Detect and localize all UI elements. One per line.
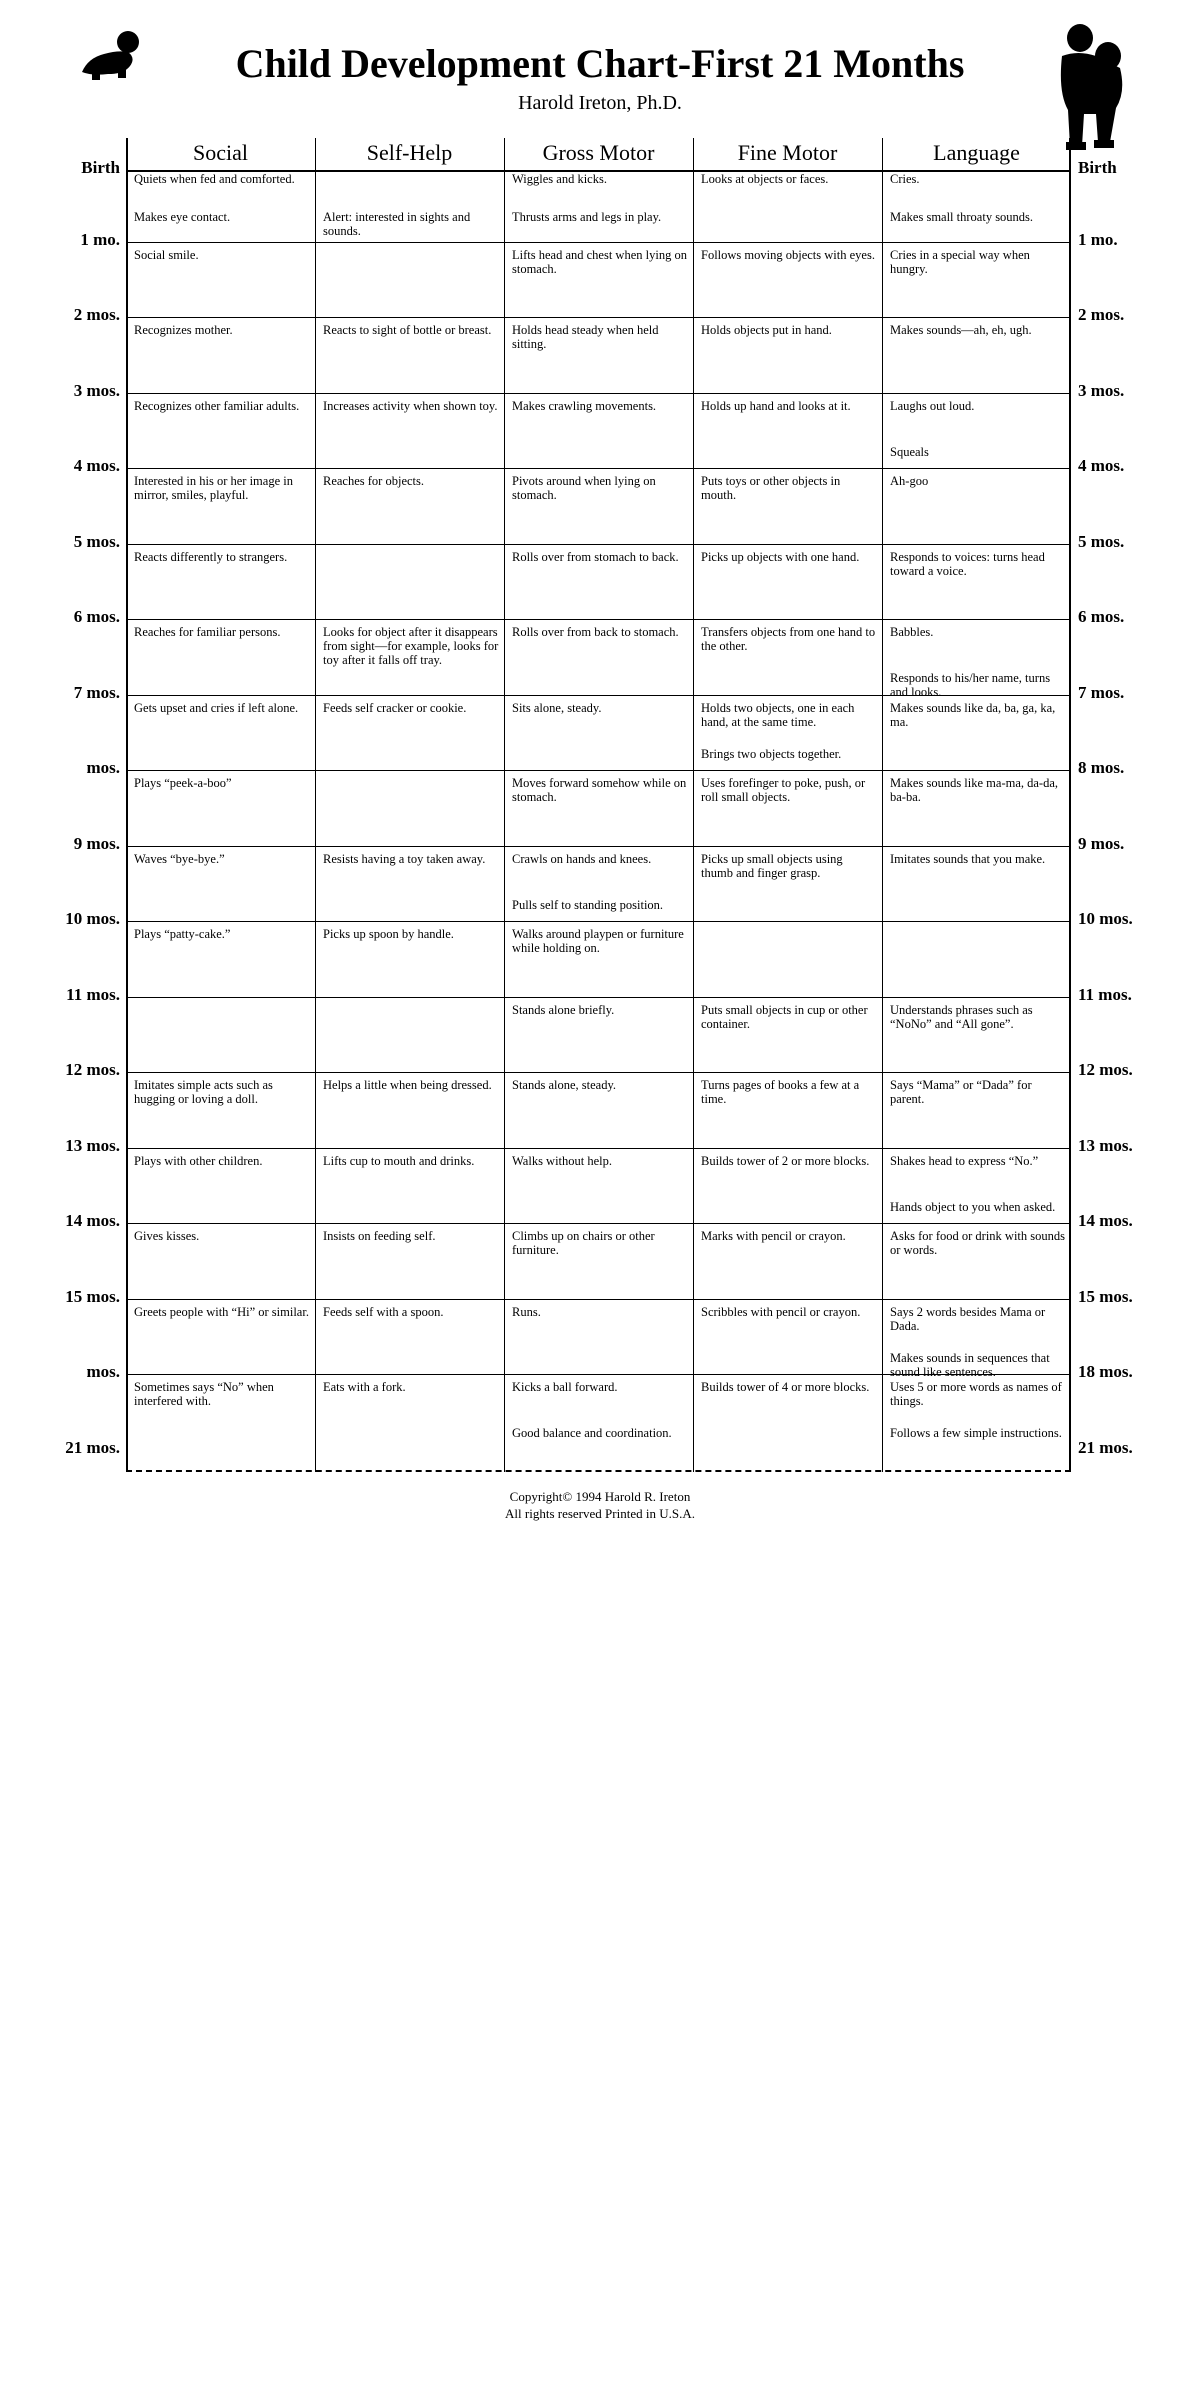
milestone-text: Scribbles with pencil or crayon. xyxy=(701,1304,861,1319)
milestone-text: Says 2 words besides Mama or Dada. xyxy=(890,1304,1046,1333)
age-label-left: 12 mos. xyxy=(65,1060,120,1079)
milestone-text: Rolls over from back to stomach. xyxy=(512,625,679,639)
milestone-text: Runs. xyxy=(512,1304,541,1319)
age-label-left: 14 mos. xyxy=(65,1211,120,1230)
column-divider xyxy=(882,138,883,1472)
milestone-text: Wiggles and kicks. xyxy=(512,172,607,186)
milestone-text: Uses forefinger to poke, push, or roll small objects. xyxy=(701,776,866,804)
milestone-text: Lifts cup to mouth and drinks. xyxy=(323,1153,475,1168)
milestone-text: Walks around playpen or furniture while holding on. xyxy=(512,927,684,955)
milestone-text: Good balance and coordination. xyxy=(512,1426,672,1440)
milestone-text: Makes crawling movements. xyxy=(512,398,657,413)
milestone-text: Sometimes says “No” when interfered with. xyxy=(134,1380,274,1408)
milestone-text: Recognizes other familiar adults. xyxy=(134,398,300,413)
age-row-rule xyxy=(126,997,1071,998)
age-label-right: 12 mos. xyxy=(1078,1060,1133,1079)
milestone-text: Understands phrases such as “NoNo” and “All gone”. xyxy=(890,1002,1033,1031)
milestone-text: Lifts head and chest when lying on stomach. xyxy=(512,247,687,276)
age-label-left: 15 mos. xyxy=(65,1286,120,1306)
age-label-left: 5 mos. xyxy=(73,531,120,551)
age-label-right: 15 mos. xyxy=(1078,1286,1133,1306)
age-row-rule xyxy=(126,846,1071,847)
age-label-left: 10 mos. xyxy=(65,909,120,928)
column-header-language: Language xyxy=(933,140,1020,165)
milestone-text: Increases activity when shown toy. xyxy=(323,398,498,413)
milestone-text: Climbs up on chairs or other furniture. xyxy=(512,1229,655,1257)
age-row-rule xyxy=(126,619,1071,620)
age-label-right: 10 mos. xyxy=(1078,909,1133,928)
milestone-text: Recognizes mother. xyxy=(134,323,233,337)
milestone-text: Cries. xyxy=(890,172,920,186)
age-label-right: 7 mos. xyxy=(1078,682,1125,702)
milestone-text: Turns pages of books a few at a time. xyxy=(701,1078,860,1106)
age-label-right: 21 mos. xyxy=(1078,1437,1133,1457)
milestone-text: Rolls over from stomach to back. xyxy=(512,549,679,564)
milestone-text: Feeds self with a spoon. xyxy=(323,1304,444,1319)
column-header-fine-motor: Fine Motor xyxy=(737,140,838,165)
milestone-text: Shakes head to express “No.” xyxy=(890,1153,1039,1168)
milestone-text: Uses 5 or more words as names of things. xyxy=(890,1380,1062,1408)
milestone-text: Responds to his/her name, turns and looks. xyxy=(890,671,1051,699)
milestone-text: Cries in a special way when hungry. xyxy=(890,247,1030,276)
age-label-right: 11 mos. xyxy=(1078,984,1132,1004)
age-row-rule xyxy=(126,317,1071,318)
milestone-text: Quiets when fed and comforted. xyxy=(134,172,295,186)
milestone-text: Gives kisses. xyxy=(134,1229,200,1243)
age-label-left: 4 mos. xyxy=(73,456,120,475)
age-label-right: 18 mos. xyxy=(1078,1362,1133,1381)
milestone-text: Follows a few simple instructions. xyxy=(890,1426,1062,1440)
age-label-left: 3 mos. xyxy=(73,380,120,400)
milestone-text: Feeds self cracker or cookie. xyxy=(323,700,467,715)
age-label-left: 1 mo. xyxy=(80,229,120,249)
age-row-rule xyxy=(126,393,1071,394)
milestone-text: Plays with other children. xyxy=(134,1153,263,1168)
milestone-text: Moves forward somehow while on stomach. xyxy=(512,776,687,804)
milestone-text: Ah-goo xyxy=(890,474,929,488)
age-label-left: 21 mos. xyxy=(65,1437,120,1457)
rights-line: All rights reserved Printed in U.S.A. xyxy=(505,1506,695,1521)
age-label-right: 1 mo. xyxy=(1078,229,1118,249)
milestone-text: Puts toys or other objects in mouth. xyxy=(701,474,841,502)
age-label-right: 13 mos. xyxy=(1078,1135,1133,1155)
age-label-left: 2 mos. xyxy=(73,305,120,324)
age-label-left: 13 mos. xyxy=(65,1135,120,1155)
milestone-text: Picks up spoon by handle. xyxy=(323,927,454,941)
milestone-text: Transfers objects from one hand to the other. xyxy=(701,625,876,653)
column-header-self-help: Self-Help xyxy=(366,140,453,165)
milestone-text: Picks up small objects using thumb and finger grasp. xyxy=(701,851,843,880)
milestone-text: Picks up objects with one hand. xyxy=(701,549,860,564)
milestone-text: Holds objects put in hand. xyxy=(701,323,832,337)
milestone-text: Asks for food or drink with sounds or words. xyxy=(890,1229,1065,1257)
milestone-text: Thrusts arms and legs in play. xyxy=(512,210,662,224)
chart-author: Harold Ireton, Ph.D. xyxy=(518,92,682,114)
milestone-text: Laughs out loud. xyxy=(890,398,975,413)
milestone-text: Holds two objects, one in each hand, at the same time. xyxy=(701,700,855,729)
milestone-text: Pivots around when lying on stomach. xyxy=(512,474,656,502)
milestone-text: Waves “bye-bye.” xyxy=(134,851,225,866)
age-label-left: mos. xyxy=(86,1362,120,1381)
milestone-text: Squeals xyxy=(890,444,929,459)
milestone-text: Looks at objects or faces. xyxy=(701,172,829,186)
age-row-rule xyxy=(126,921,1071,922)
age-label-right: 2 mos. xyxy=(1078,305,1125,324)
age-label-left: 7 mos. xyxy=(73,682,120,702)
age-label-left: mos. xyxy=(86,758,120,777)
age-label-right: 8 mos. xyxy=(1078,758,1125,777)
milestone-text: Makes small throaty sounds. xyxy=(890,210,1034,224)
milestone-text: Hands object to you when asked. xyxy=(890,1199,1056,1214)
milestone-text: Responds to voices: turns head toward a voice. xyxy=(890,549,1045,578)
milestone-text: Reacts differently to strangers. xyxy=(134,549,288,564)
milestone-text: Builds tower of 4 or more blocks. xyxy=(701,1380,870,1394)
milestone-text: Puts small objects in cup or other container. xyxy=(701,1002,868,1031)
milestone-text: Helps a little when being dressed. xyxy=(323,1078,492,1092)
age-label-right: 9 mos. xyxy=(1078,833,1125,853)
milestone-text: Eats with a fork. xyxy=(323,1380,406,1394)
age-label-right: Birth xyxy=(1078,158,1117,177)
milestone-text: Builds tower of 2 or more blocks. xyxy=(701,1153,870,1168)
age-label-right: 4 mos. xyxy=(1078,456,1125,475)
milestone-text: Plays “peek-a-boo” xyxy=(134,776,232,790)
age-label-left: 9 mos. xyxy=(73,833,120,853)
milestone-text: Reacts to sight of bottle or breast. xyxy=(323,323,492,337)
milestone-text: Kicks a ball forward. xyxy=(512,1380,618,1394)
milestone-text: Makes sounds like da, ba, ga, ka, ma. xyxy=(890,700,1056,729)
milestone-text: Social smile. xyxy=(134,247,199,262)
milestone-text: Stands alone, steady. xyxy=(512,1078,617,1092)
age-row-rule xyxy=(126,544,1071,545)
milestone-text: Says “Mama” or “Dada” for parent. xyxy=(890,1078,1032,1106)
milestone-text: Looks for object after it disappears from sight—for example, looks for toy after it falls off tray. xyxy=(323,625,499,667)
milestone-text: Babbles. xyxy=(890,625,934,639)
milestone-text: Follows moving objects with eyes. xyxy=(701,247,875,262)
age-row-rule xyxy=(126,468,1071,469)
milestone-text: Marks with pencil or crayon. xyxy=(701,1229,846,1243)
column-divider xyxy=(693,138,694,1472)
age-label-right: 5 mos. xyxy=(1078,531,1125,551)
milestone-text: Stands alone briefly. xyxy=(512,1002,615,1017)
column-divider xyxy=(504,138,505,1472)
milestone-text: Reaches for objects. xyxy=(323,474,425,488)
milestone-text: Makes sounds—ah, eh, ugh. xyxy=(890,323,1032,337)
age-row-rule xyxy=(126,770,1071,771)
milestone-text: Imitates simple acts such as hugging or loving a doll. xyxy=(134,1078,273,1106)
milestone-text: Plays “patty-cake.” xyxy=(134,927,231,941)
chart-title: Child Development Chart-First 21 Months xyxy=(235,41,965,86)
milestone-text: Brings two objects together. xyxy=(701,746,842,761)
milestone-text: Alert: interested in sights and sounds. xyxy=(323,210,471,238)
age-label-right: 6 mos. xyxy=(1078,607,1125,626)
age-label-left: 11 mos. xyxy=(66,984,120,1004)
milestone-text: Imitates sounds that you make. xyxy=(890,851,1046,866)
milestone-text: Sits alone, steady. xyxy=(512,700,602,715)
column-divider xyxy=(315,138,316,1472)
age-row-rule xyxy=(126,1223,1071,1224)
crawling-baby-icon xyxy=(78,28,148,80)
milestone-text: Resists having a toy taken away. xyxy=(323,851,486,866)
age-label-right: 14 mos. xyxy=(1078,1211,1133,1230)
milestone-text: Reaches for familiar persons. xyxy=(134,625,281,639)
milestone-text: Makes sounds like ma-ma, da-da, ba-ba. xyxy=(890,776,1059,804)
age-label-left: 6 mos. xyxy=(73,607,120,626)
column-header-social: Social xyxy=(193,140,248,165)
milestone-text: Greets people with “Hi” or similar. xyxy=(134,1304,309,1319)
milestone-text: Makes sounds in sequences that sound like sentences. xyxy=(890,1350,1050,1379)
milestone-text: Gets upset and cries if left alone. xyxy=(134,700,299,715)
milestone-text: Insists on feeding self. xyxy=(323,1229,436,1243)
milestone-text: Holds head steady when held sitting. xyxy=(512,323,659,351)
milestone-text: Crawls on hands and knees. xyxy=(512,851,652,866)
age-row-rule xyxy=(126,1299,1071,1300)
column-header-gross-motor: Gross Motor xyxy=(542,140,655,165)
milestone-text: Interested in his or her image in mirror, smiles, playful. xyxy=(134,474,293,502)
age-row-rule xyxy=(126,1072,1071,1073)
milestone-text: Walks without help. xyxy=(512,1153,613,1168)
age-label-right: 3 mos. xyxy=(1078,380,1125,400)
milestone-text: Makes eye contact. xyxy=(134,210,231,224)
age-row-rule xyxy=(126,1148,1071,1149)
milestone-text: Pulls self to standing position. xyxy=(512,897,664,912)
milestone-text: Holds up hand and looks at it. xyxy=(701,398,851,413)
age-label-left: Birth xyxy=(81,158,120,177)
age-row-rule xyxy=(126,242,1071,243)
standing-child-icon xyxy=(1050,22,1130,156)
copyright-line: Copyright© 1994 Harold R. Ireton xyxy=(509,1489,691,1504)
